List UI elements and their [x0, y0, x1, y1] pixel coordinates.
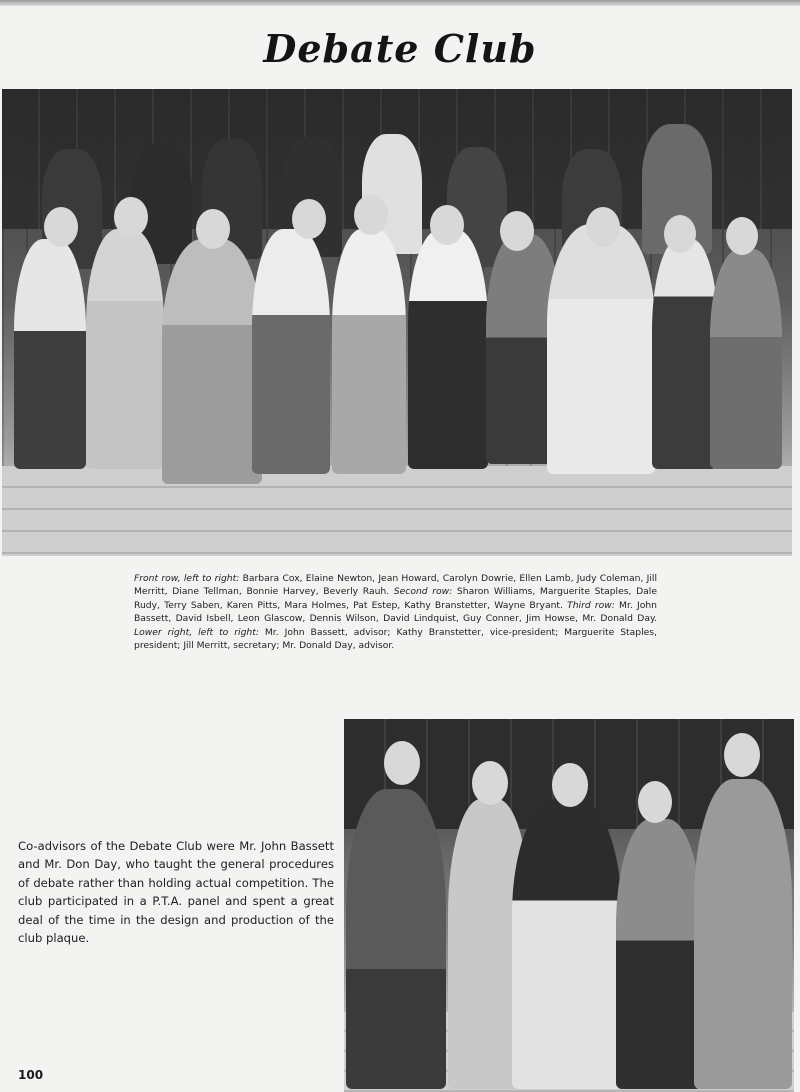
officer-figure [346, 789, 446, 1089]
front-row-figure [652, 239, 718, 469]
face [44, 207, 78, 247]
officer-figure [694, 779, 792, 1089]
photo-steps [2, 466, 792, 556]
officer-figure [616, 819, 702, 1089]
caption-third-row-names: Mr. John Bassett, David Isbell, Leon Glascow, Dennis Wilson, David Lindquist, Guy Conner, Jim Howse, Mr. Donald Day. [134, 599, 657, 625]
face [114, 197, 148, 237]
front-row-figure [14, 239, 86, 469]
page-edge [0, 0, 800, 6]
group-photo [2, 89, 792, 556]
front-row-figure [86, 229, 164, 469]
face [500, 211, 534, 251]
face [472, 761, 508, 805]
caption-second-row-names: Sharon Williams, Marguerite Staples, Dale Rudy, Terry Saben, Karen Pitts, Mara Holmes, Pat Estep, Kathy Branstetter, Wayne Bryant. [134, 586, 657, 611]
front-row-figure [408, 229, 488, 469]
face [638, 781, 672, 823]
club-description: Co-advisors of the Debate Club were Mr. John Bassett and Mr. Don Day, who taught the general procedures of debate rather than holding actual competition. The club participated in a P.T.A. panel and spent a great deal of the time in the design and production of the club plaque. [18, 839, 334, 946]
face [430, 205, 464, 245]
page-title: Debate Club [263, 26, 537, 71]
face [726, 217, 758, 255]
face [664, 215, 696, 253]
front-row-figure [710, 249, 782, 469]
caption-lower-right-label: Lower right, left to right: [134, 626, 259, 638]
face [724, 733, 760, 777]
front-row-figure [252, 229, 330, 474]
face [384, 741, 420, 785]
caption-front-row-names: Barbara Cox, Elaine Newton, Jean Howard, Carolyn Dowrie, Ellen Lamb, Judy Coleman, Jill Merritt, Diane Tellman, Bonnie Harvey, Beverly Rauh. [134, 573, 657, 598]
face [354, 195, 388, 235]
caption-third-row-label: Third row: [567, 599, 615, 611]
page-number: 100 [18, 1068, 44, 1082]
face [552, 763, 588, 807]
officers-photo [344, 719, 794, 1092]
photo-caption [134, 572, 657, 652]
caption-second-row-label: Second row: [393, 586, 453, 598]
officer-figure [512, 799, 622, 1089]
front-row-figure [162, 239, 262, 484]
caption-front-row-label: Front row, left to right: [134, 573, 240, 584]
face [196, 209, 230, 249]
caption-lower-right-names: Mr. John Bassett, advisor; Kathy Branstetter, vice-president; Marguerite Staples, president; Jill Merritt, secretary; Mr. Donald Day, advisor. [134, 626, 658, 652]
face [292, 199, 326, 239]
front-row-figure [332, 229, 406, 474]
front-row-figure [547, 224, 655, 474]
face [586, 207, 620, 247]
